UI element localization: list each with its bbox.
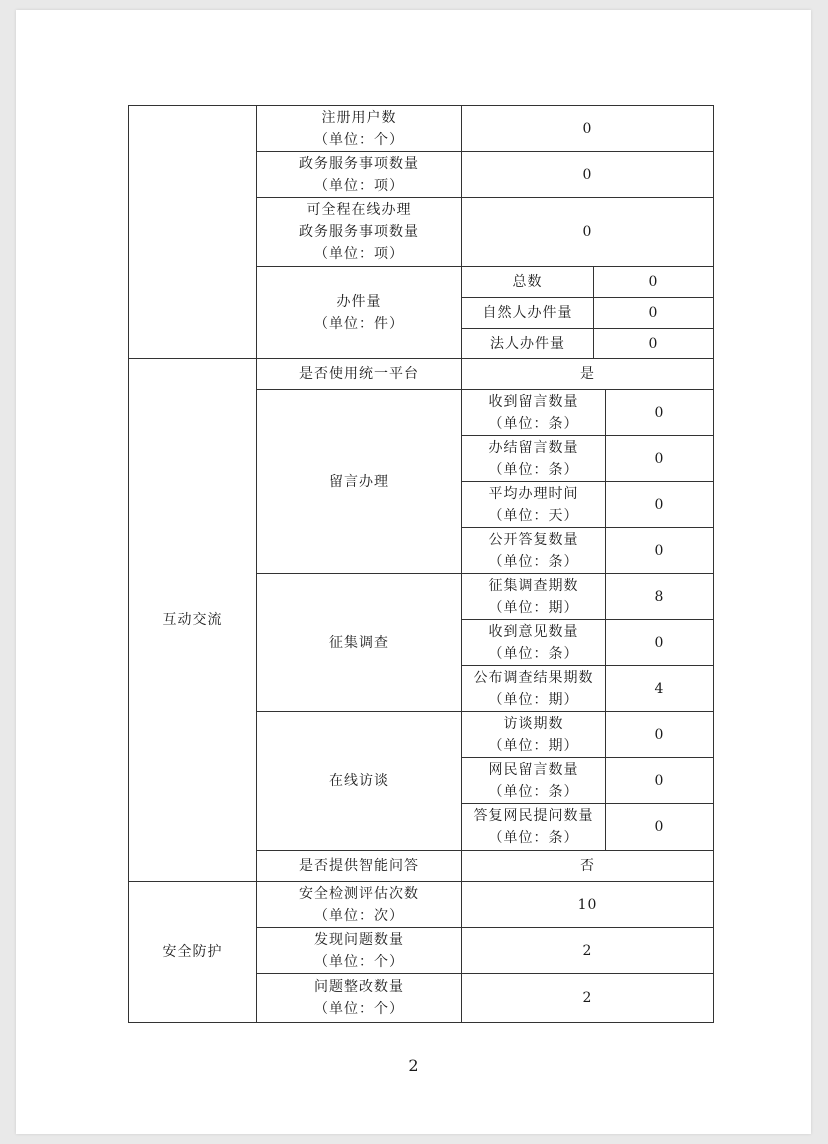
service-items-label: 政务服务事项数量 （单位：项） [257, 152, 462, 198]
registered-users-label: 注册用户数 （单位：个） [257, 106, 462, 152]
interview-label: 在线访谈 [257, 712, 462, 851]
document-page [16, 10, 811, 1134]
interview-periods-value: 0 [606, 712, 713, 758]
cases-natural-label: 自然人办件量 [462, 298, 594, 329]
interview-periods-label: 访谈期数 （单位：期） [462, 712, 606, 758]
survey-label: 征集调查 [257, 574, 462, 712]
security-fixed-value: 2 [582, 990, 593, 1006]
survey-results-value: 4 [606, 666, 713, 712]
survey-periods-label: 征集调查期数 （单位：期） [462, 574, 606, 620]
messages-public-replies-value: 0 [606, 528, 713, 574]
smart-qa-value: 否 [462, 851, 713, 882]
security-checks-label: 安全检测评估次数 （单位：次） [257, 882, 462, 928]
messages-avg-time-value: 0 [606, 482, 713, 528]
messages-received-label: 收到留言数量 （单位：条） [462, 390, 606, 436]
cases-legal-value: 0 [594, 329, 713, 359]
category-service-blank [129, 106, 257, 359]
messages-received-value: 0 [606, 390, 713, 436]
cases-natural-value: 0 [594, 298, 713, 329]
interview-netizen-messages-label: 网民留言数量 （单位：条） [462, 758, 606, 804]
online-items-label: 可全程在线办理 政务服务事项数量 （单位：项） [257, 198, 462, 267]
page-number: 2 [408, 1056, 419, 1075]
messages-avg-time-label: 平均办理时间 （单位：天） [462, 482, 606, 528]
cases-legal-label: 法人办件量 [462, 329, 594, 359]
interview-answers-value: 0 [606, 804, 713, 851]
security-issues-value: 2 [462, 928, 713, 974]
category-interaction: 互动交流 [129, 359, 257, 882]
cases-total-value: 0 [594, 267, 713, 298]
online-items-value: 0 [462, 198, 713, 267]
messages-resolved-label: 办结留言数量 （单位：条） [462, 436, 606, 482]
messages-label: 留言办理 [257, 390, 462, 574]
messages-resolved-value: 0 [606, 436, 713, 482]
survey-periods-value: 8 [606, 574, 713, 620]
unified-platform-value: 是 [462, 359, 713, 390]
survey-opinions-value: 0 [606, 620, 713, 666]
smart-qa-label: 是否提供智能问答 [257, 851, 462, 882]
statistics-table [128, 105, 714, 1023]
survey-results-label: 公布调查结果期数 （单位：期） [462, 666, 606, 712]
security-checks-value: 10 [462, 882, 713, 928]
security-issues-label: 发现问题数量 （单位：个） [257, 928, 462, 974]
survey-opinions-label: 收到意见数量 （单位：条） [462, 620, 606, 666]
messages-public-replies-label: 公开答复数量 （单位：条） [462, 528, 606, 574]
unified-platform-label: 是否使用统一平台 [257, 359, 462, 390]
security-fixed-label: 问题整改数量 （单位：个） [257, 974, 462, 1022]
cases-total-label: 总数 [462, 267, 594, 298]
interview-answers-label: 答复网民提问数量 （单位：条） [462, 804, 606, 851]
category-security: 安全防护 [129, 882, 257, 1022]
interview-netizen-messages-value: 0 [606, 758, 713, 804]
cases-label: 办件量 （单位：件） [257, 267, 462, 359]
service-items-value: 0 [462, 152, 713, 198]
registered-users-value: 0 [462, 106, 713, 152]
